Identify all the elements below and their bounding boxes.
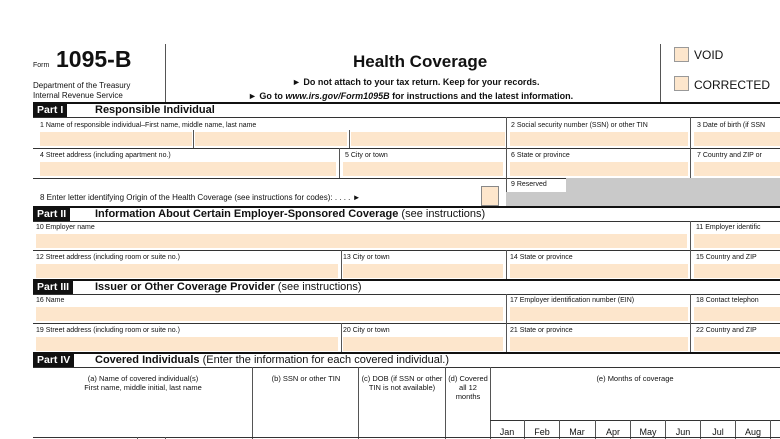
field-8-label: 8 Enter letter identifying Origin of the Health Coverage (see instructions for codes): . . . . ►	[40, 193, 361, 202]
month-jul: Jul	[712, 427, 724, 437]
field-12-label: 12 Street address (including room or suite no.)	[36, 254, 180, 261]
field-5-label: 5 City or town	[345, 152, 388, 159]
irs-link[interactable]: www.irs.gov/Form1095B	[285, 91, 390, 101]
field-3-label: 3 Date of birth (if SSN	[697, 122, 766, 129]
part2-title: Information About Certain Employer-Sponsored Coverage (see instructions)	[95, 208, 486, 220]
field-2-label: 2 Social security number (SSN) or other TIN	[511, 122, 648, 129]
ssn-input[interactable]	[510, 132, 688, 146]
state-input[interactable]	[510, 162, 688, 176]
contact-phone-input[interactable]	[694, 307, 780, 321]
field-14-label: 14 State or province	[510, 254, 573, 261]
agency-name: Internal Revenue Service	[33, 91, 123, 100]
col-b-header: (b) SSN or other TIN	[271, 374, 341, 383]
issuer-street-input[interactable]	[36, 337, 338, 351]
part1-title: Responsible Individual	[95, 104, 215, 116]
part3-header	[33, 279, 780, 293]
department-name: Department of the Treasury	[33, 81, 131, 90]
month-jun: Jun	[675, 427, 691, 437]
dob-input[interactable]	[694, 132, 780, 146]
part3-label: Part III	[33, 281, 73, 294]
col-a-header: (a) Name of covered individual(s) First name, middle initial, last name	[84, 374, 202, 392]
part4-title: Covered Individuals (Enter the information for each covered individual.)	[95, 354, 449, 366]
field-11-label: 11 Employer identific	[696, 224, 761, 231]
issuer-name-input[interactable]	[36, 307, 503, 321]
part2-label: Part II	[33, 208, 70, 221]
field-21-label: 21 State or province	[510, 327, 573, 334]
field-18-label: 18 Contact telephon	[696, 297, 759, 304]
col-e-header: (e) Months of coverage	[596, 374, 674, 383]
field-13-label: 13 City or town	[343, 254, 390, 261]
page-title: Health Coverage	[353, 52, 488, 71]
employer-name-input[interactable]	[36, 234, 687, 248]
month-aug: Aug	[744, 427, 761, 437]
field-1-label: 1 Name of responsible individual–First name, middle name, last name	[40, 122, 257, 129]
part4-header	[33, 352, 780, 366]
origin-code-input[interactable]	[481, 186, 499, 206]
month-may: May	[639, 427, 657, 437]
issuer-state-input[interactable]	[510, 337, 688, 351]
employer-city-input[interactable]	[343, 264, 503, 278]
issuer-ein-input[interactable]	[510, 307, 688, 321]
instruction-line-2: ► Go to www.irs.gov/Form1095B for instructions and the latest information.	[248, 91, 574, 101]
employer-ein-input[interactable]	[694, 234, 780, 248]
field-10-label: 10 Employer name	[36, 224, 95, 231]
field-20-label: 20 City or town	[343, 327, 390, 334]
middle-name-input[interactable]	[195, 132, 347, 146]
part1-header	[33, 102, 780, 116]
col-c-header: (c) DOB (if SSN or other TIN is not available)	[361, 374, 443, 392]
field-7-label: 7 Country and ZIP or	[697, 152, 762, 159]
part4-label: Part IV	[33, 354, 74, 367]
issuer-country-input[interactable]	[694, 337, 780, 351]
corrected-label: CORRECTED	[694, 78, 771, 92]
country-zip-input[interactable]	[694, 162, 780, 176]
employer-country-input[interactable]	[694, 264, 780, 278]
reserved-shaded-lower	[506, 192, 566, 207]
form-prefix: Form	[33, 62, 50, 69]
part3-title: Issuer or Other Coverage Provider (see instructions)	[95, 281, 362, 293]
part2-header	[33, 206, 780, 220]
field-16-label: 16 Name	[36, 297, 65, 304]
field-17-label: 17 Employer identification number (EIN)	[510, 297, 635, 304]
field-6-label: 6 State or province	[511, 152, 570, 159]
month-mar: Mar	[569, 427, 585, 437]
field-15-label: 15 Country and ZIP	[696, 254, 757, 261]
reserved-shaded	[566, 178, 780, 207]
field-4-label: 4 Street address (including apartment no.)	[40, 152, 171, 159]
street-address-input[interactable]	[40, 162, 336, 176]
employer-state-input[interactable]	[510, 264, 688, 278]
last-name-input[interactable]	[351, 132, 505, 146]
form-number: 1095-B	[56, 46, 132, 72]
month-apr: Apr	[605, 427, 620, 437]
employer-street-input[interactable]	[36, 264, 338, 278]
field-9-label: 9 Reserved	[511, 181, 547, 188]
corrected-checkbox[interactable]	[674, 76, 689, 91]
issuer-city-input[interactable]	[343, 337, 503, 351]
col-d-header: (d) Covered all 12 months	[448, 374, 488, 401]
void-label: VOID	[694, 48, 724, 62]
field-19-label: 19 Street address (including room or suite no.)	[36, 327, 180, 334]
void-checkbox[interactable]	[674, 47, 689, 62]
month-feb: Feb	[534, 427, 550, 437]
part1-label: Part I	[33, 104, 67, 117]
first-name-input[interactable]	[40, 132, 192, 146]
field-22-label: 22 Country and ZIP	[696, 327, 757, 334]
instruction-line-1: ► Do not attach to your tax return. Keep for your records.	[292, 77, 540, 87]
city-input[interactable]	[343, 162, 503, 176]
month-jan: Jan	[499, 427, 515, 437]
